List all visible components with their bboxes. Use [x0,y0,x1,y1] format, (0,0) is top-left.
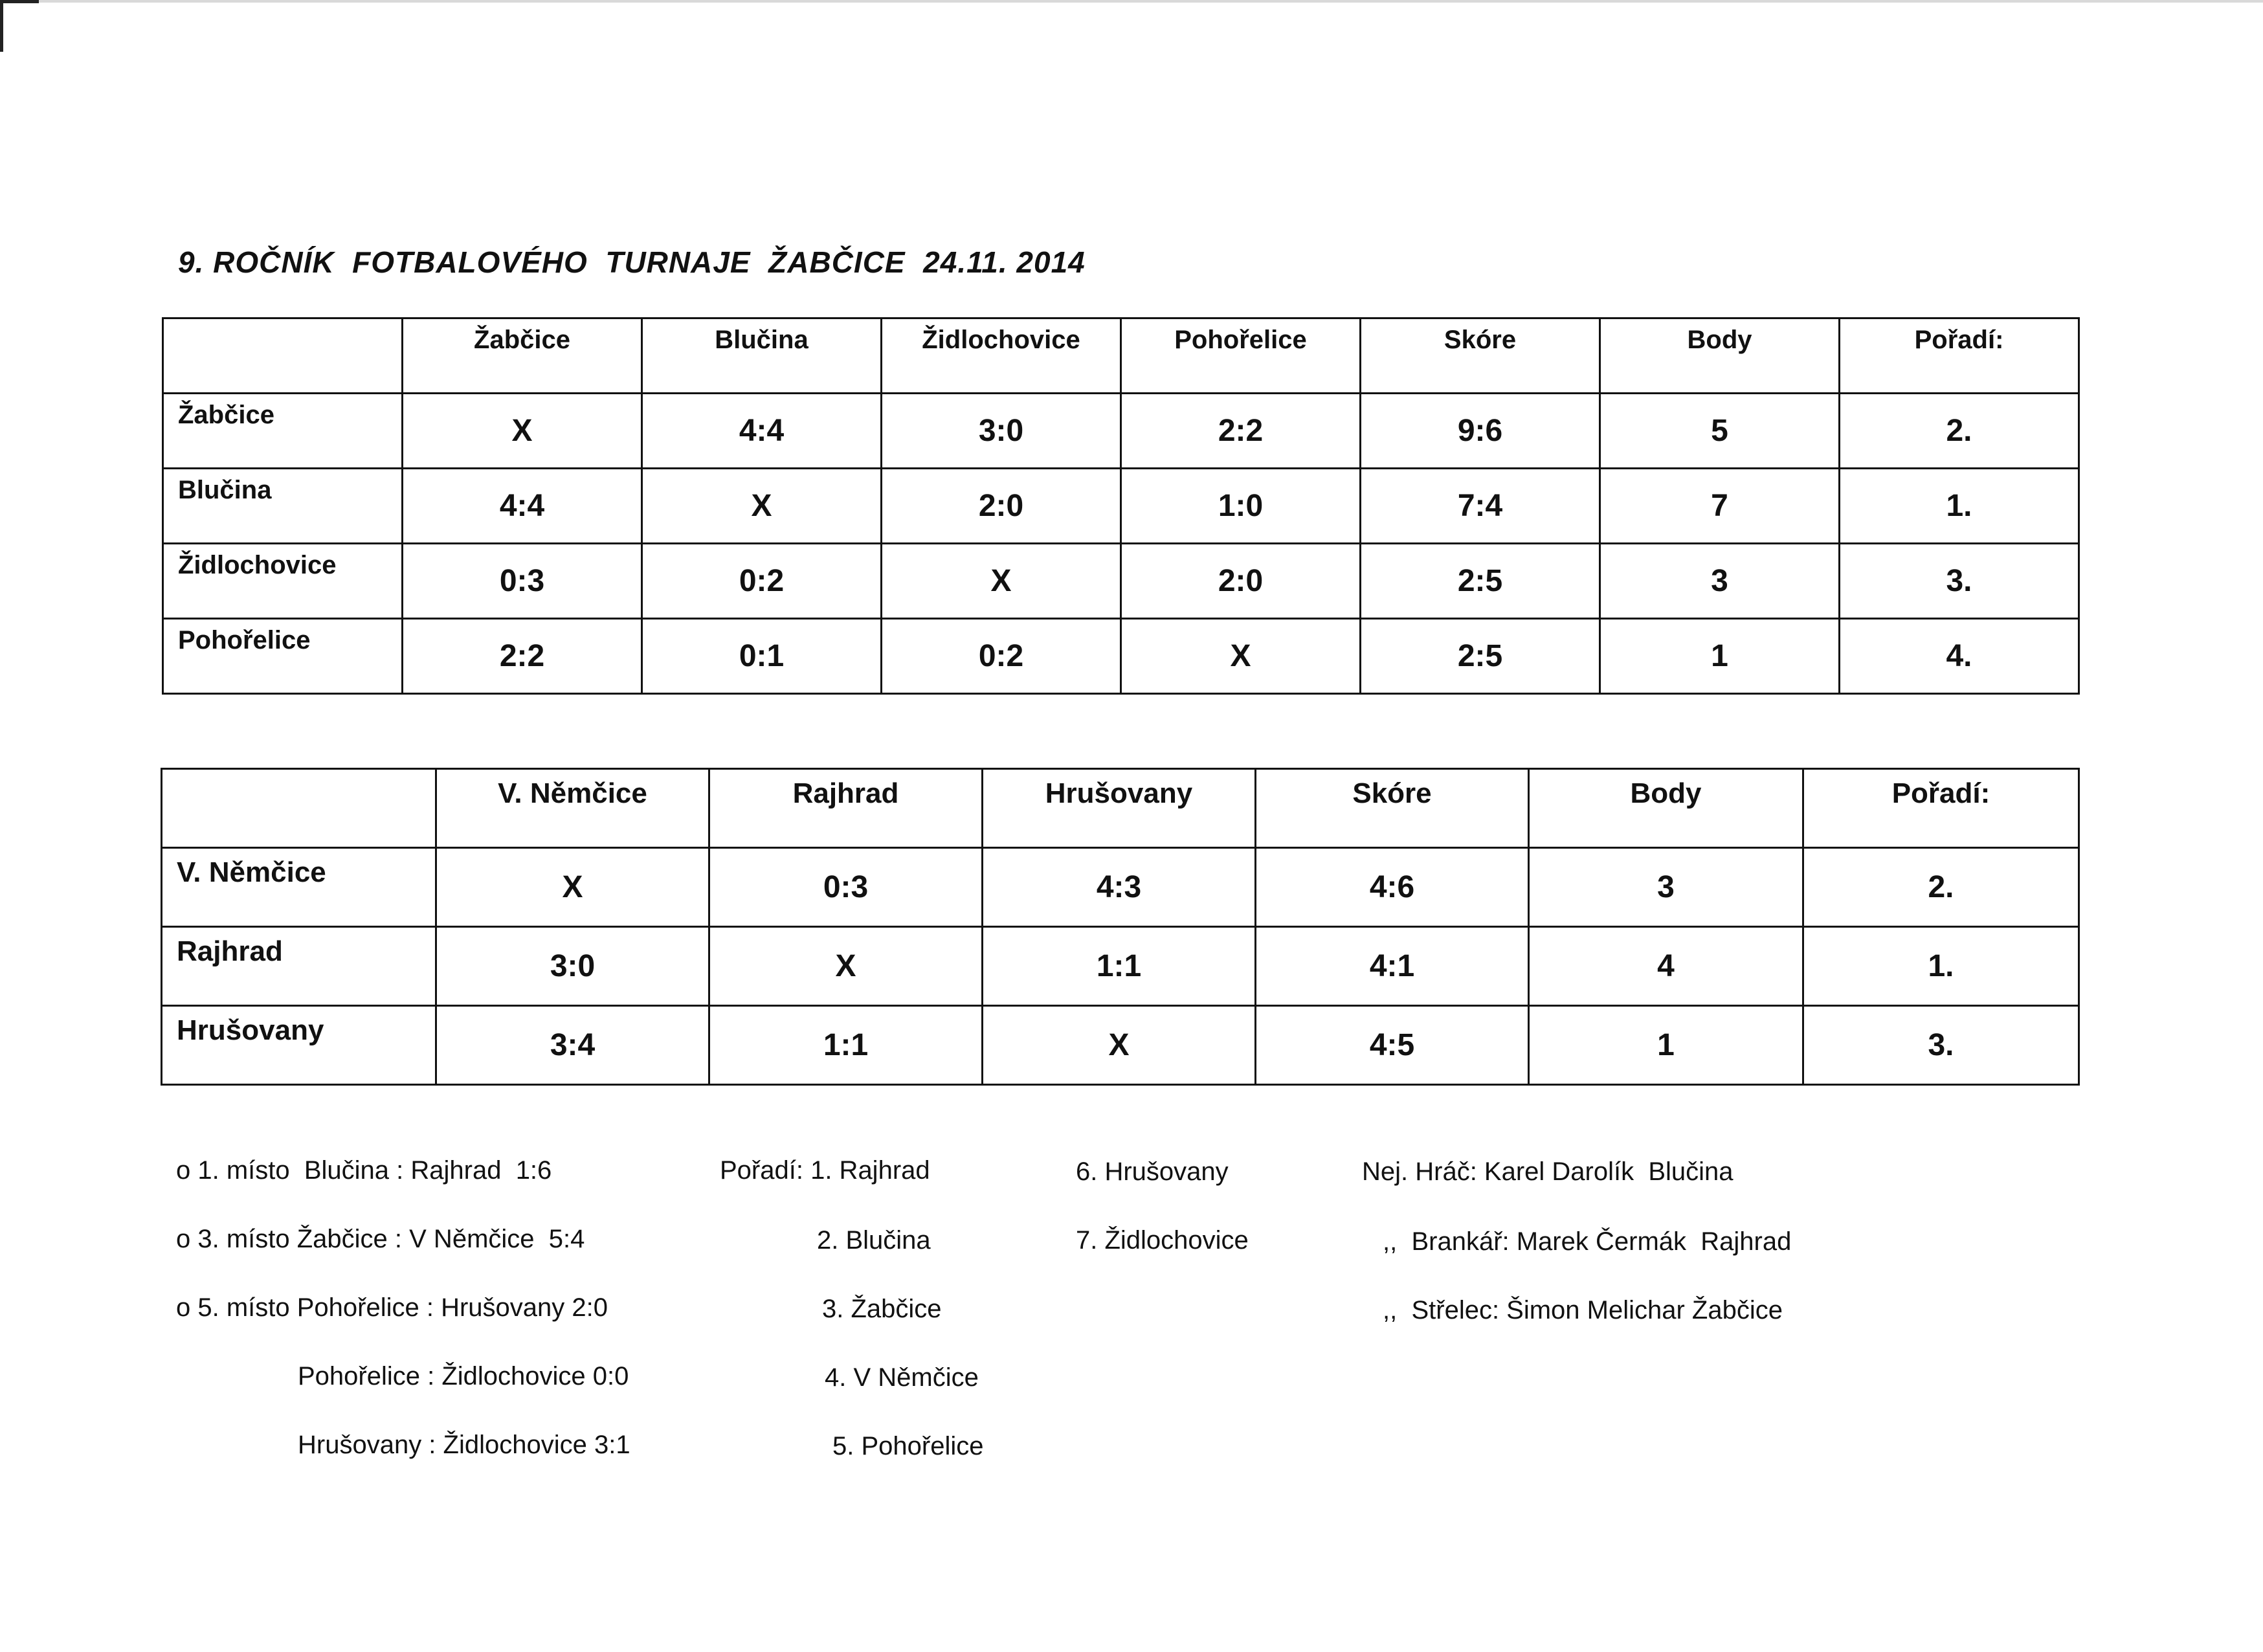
table-header-row [162,769,2079,848]
final-order-1: Pořadí: 1. Rajhrad [720,1156,930,1185]
row-team-label: Rajhrad [162,927,436,1006]
scan-top-edge [0,0,2263,3]
result-cell: X [403,394,642,469]
header-zidlochovice: Židlochovice [882,318,1121,394]
header-zabcice: Žabčice [403,318,642,394]
table-row [163,619,2079,694]
rank-cell: 1. [1803,927,2079,1006]
header-score: Skóre [1256,769,1529,848]
result-cell: X [642,469,882,544]
result-cell: 0:2 [642,544,882,619]
points-cell: 7 [1600,469,1840,544]
result-cell: X [709,927,983,1006]
header-rajhrad: Rajhrad [709,769,983,848]
result-cell: 3:4 [436,1006,709,1085]
score-cell: 7:4 [1361,469,1600,544]
result-cell: 0:3 [709,848,983,927]
award-goalkeeper: ,, Brankář: Marek Čermák Rajhrad [1383,1227,1792,1256]
placement-match-3rd: o 3. místo Žabčice : V Němčice 5:4 [176,1225,585,1253]
result-cell: 4:4 [403,469,642,544]
score-cell: 4:1 [1256,927,1529,1006]
rank-cell: 3. [1840,544,2079,619]
score-cell: 4:5 [1256,1006,1529,1085]
result-cell: 0:3 [403,544,642,619]
rank-cell: 2. [1840,394,2079,469]
header-points: Body [1600,318,1840,394]
table-header-row [163,318,2079,394]
result-cell: X [1121,619,1361,694]
final-order-2: 2. Blučina [817,1226,931,1255]
final-order-7: 7. Židlochovice [1076,1226,1249,1255]
score-cell: 9:6 [1361,394,1600,469]
row-team-label: V. Němčice [162,848,436,927]
header-hrusovany: Hrušovany [983,769,1256,848]
award-top-scorer: ,, Střelec: Šimon Melichar Žabčice [1383,1296,1783,1324]
scan-corner-mark [0,0,3,52]
result-cell: X [882,544,1121,619]
rank-cell: 2. [1803,848,2079,927]
table-row [163,469,2079,544]
table-row [162,1006,2079,1085]
rank-cell: 1. [1840,469,2079,544]
final-order-4: 4. V Němčice [825,1363,979,1392]
score-cell: 4:6 [1256,848,1529,927]
result-cell: X [436,848,709,927]
result-cell: 2:2 [403,619,642,694]
extra-match-1: Pohořelice : Židlochovice 0:0 [298,1362,629,1390]
result-cell: 0:1 [642,619,882,694]
result-cell: 2:0 [882,469,1121,544]
header-corner [162,769,436,848]
table-row [163,394,2079,469]
final-order-5: 5. Pohořelice [832,1432,984,1460]
group-b-table [161,768,2080,1086]
result-cell: 3:0 [436,927,709,1006]
points-cell: 3 [1529,848,1803,927]
result-cell: 0:2 [882,619,1121,694]
result-cell: 4:3 [983,848,1256,927]
result-cell: 2:0 [1121,544,1361,619]
score-cell: 2:5 [1361,619,1600,694]
placement-match-5th: o 5. místo Pohořelice : Hrušovany 2:0 [176,1293,608,1322]
header-pohorelice: Pohořelice [1121,318,1361,394]
table-row [163,544,2079,619]
final-order-6: 6. Hrušovany [1076,1157,1229,1186]
document-title: 9. ROČNÍK FOTBALOVÉHO TURNAJE ŽABČICE 24.11. 2014 [178,245,1086,279]
score-cell: 2:5 [1361,544,1600,619]
scan-corner-mark-horizontal [0,0,39,3]
rank-cell: 3. [1803,1006,2079,1085]
result-cell: X [983,1006,1256,1085]
result-cell: 3:0 [882,394,1121,469]
points-cell: 1 [1600,619,1840,694]
group-a-table [162,317,2080,695]
result-cell: 2:2 [1121,394,1361,469]
award-best-player: Nej. Hráč: Karel Darolík Blučina [1362,1157,1733,1186]
points-cell: 5 [1600,394,1840,469]
row-team-label: Žabčice [163,394,403,469]
row-team-label: Hrušovany [162,1006,436,1085]
row-team-label: Blučina [163,469,403,544]
table-row [162,848,2079,927]
header-v-nemcice: V. Němčice [436,769,709,848]
points-cell: 1 [1529,1006,1803,1085]
header-rank: Pořadí: [1803,769,2079,848]
extra-match-2: Hrušovany : Židlochovice 3:1 [298,1431,630,1459]
row-team-label: Židlochovice [163,544,403,619]
placement-match-1st: o 1. místo Blučina : Rajhrad 1:6 [176,1156,552,1185]
points-cell: 3 [1600,544,1840,619]
result-cell: 4:4 [642,394,882,469]
result-cell: 1:1 [709,1006,983,1085]
header-rank: Pořadí: [1840,318,2079,394]
table-row [162,927,2079,1006]
points-cell: 4 [1529,927,1803,1006]
rank-cell: 4. [1840,619,2079,694]
header-corner [163,318,403,394]
header-blucina: Blučina [642,318,882,394]
header-points: Body [1529,769,1803,848]
row-team-label: Pohořelice [163,619,403,694]
final-order-3: 3. Žabčice [822,1295,942,1323]
result-cell: 1:0 [1121,469,1361,544]
header-score: Skóre [1361,318,1600,394]
result-cell: 1:1 [983,927,1256,1006]
